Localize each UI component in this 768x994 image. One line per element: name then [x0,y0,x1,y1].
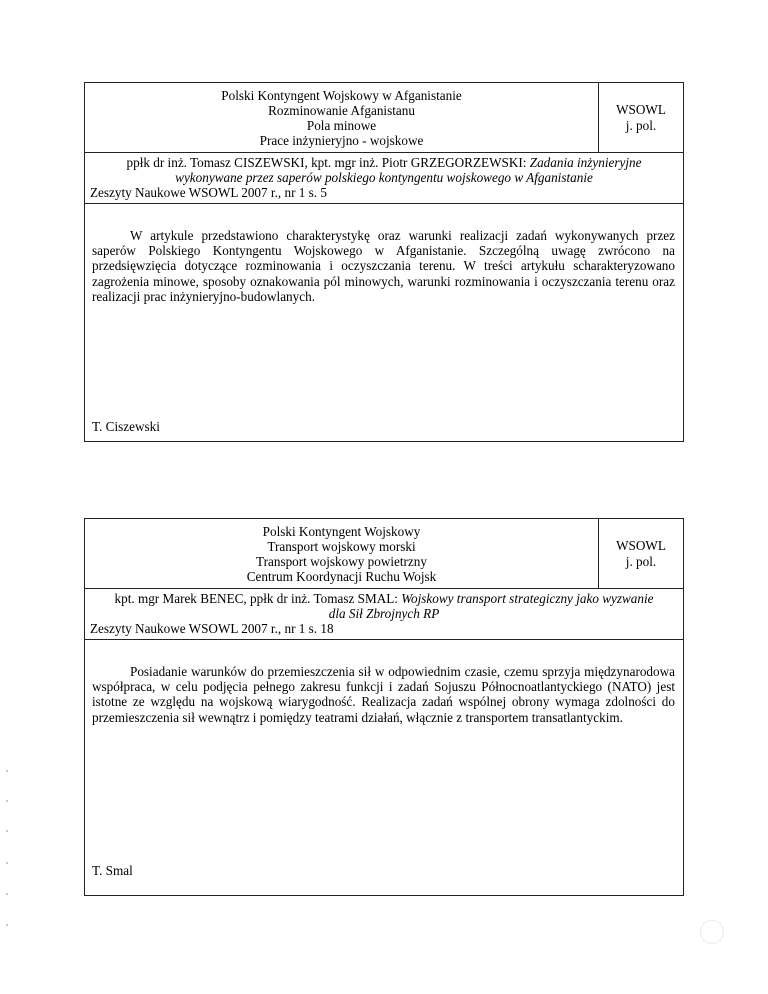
card-header [85,83,683,153]
publisher-tag [599,83,683,152]
abstract-text: Posiadanie warunków do przemieszczenia sił w odpowiednim czasie, czemu sprzyja międzynarodowa współpraca, w celu podjęcia pełnego zakresu funkcji i zadań Sojuszu Północnoatlantyckiego (NATO) jest istotne ze względu na wojskową wiarygodność. Realizacja zadań wspólnej obrony wymaga zdolności do przemieszczenia sił wewnątrz i pomiędzy teatrami działań, włącznie z transportem transatlantyckim. [92,664,675,725]
citation-authors: kpt. mgr Marek BENEC, ppłk dr inż. Tomasz SMAL: [114,591,398,606]
abstract-card-1 [84,82,684,442]
scan-artifact [6,924,8,926]
signature: T. Ciszewski [92,419,160,434]
keyword: Prace inżynieryjno - wojskowe [259,133,424,148]
scan-artifact [6,800,8,802]
scan-artifact [6,862,8,864]
signature: T. Smal [92,863,133,878]
keyword: Centrum Koordynacji Ruchu Wojsk [246,569,437,584]
abstract-text: W artykule przedstawiono charakterystykę oraz warunki realizacji zadań wykonywanych przez saperów Polskiego Kontyngentu Wojskowego w Afganistanie. Szczególną uwagę zwrócono na przedsięwzięcia dotyczące rozminowania i oczyszczania terenu. W treści artykułu scharakteryzowano zagrożenia minowe, sposoby oznakowania pól minowych, warunki rozminowania i oczyszczania terenu oraz realizacji prac inżynieryjno-budowlanych. [92,228,675,304]
scan-artifact [6,893,8,895]
keyword: Polski Kontyngent Wojskowy [262,524,421,539]
citation-title-continued: wykonywane przez saperów polskiego kontyngentu wojskowego w Afganistanie [175,170,593,185]
keyword: Polski Kontyngent Wojskowy w Afganistanie [221,88,462,103]
scan-artifact [6,830,8,832]
citation-source: Zeszyty Naukowe WSOWL 2007 r., nr 1 s. 5 [90,185,327,200]
citation-authors: ppłk dr inż. Tomasz CISZEWSKI, kpt. mgr inż. Piotr GRZEGORZEWSKI: [126,155,527,170]
keyword: Transport wojskowy morski [267,539,416,554]
language-label: j. pol. [625,117,657,133]
keywords-list [85,519,599,588]
keywords-list [85,83,599,152]
citation-source: Zeszyty Naukowe WSOWL 2007 r., nr 1 s. 18 [90,621,334,636]
citation-title: Zadania inżynieryjne [529,155,642,170]
publisher-name: WSOWL [616,101,666,117]
citation-title: Wojskowy transport strategiczny jako wyzwanie [401,591,654,606]
keyword: Pola minowe [306,118,377,133]
card-header [85,519,683,589]
citation [85,153,683,204]
publisher-name: WSOWL [616,537,666,553]
keyword: Transport wojskowy powietrzny [256,554,427,569]
language-label: j. pol. [625,553,657,569]
keyword: Rozminowanie Afganistanu [268,103,415,118]
publisher-tag [599,519,683,588]
citation [85,589,683,640]
citation-title-continued: dla Sił Zbrojnych RP [328,606,440,621]
scan-artifact [6,770,8,772]
watermark-icon [700,920,724,944]
abstract-card-2 [84,518,684,896]
